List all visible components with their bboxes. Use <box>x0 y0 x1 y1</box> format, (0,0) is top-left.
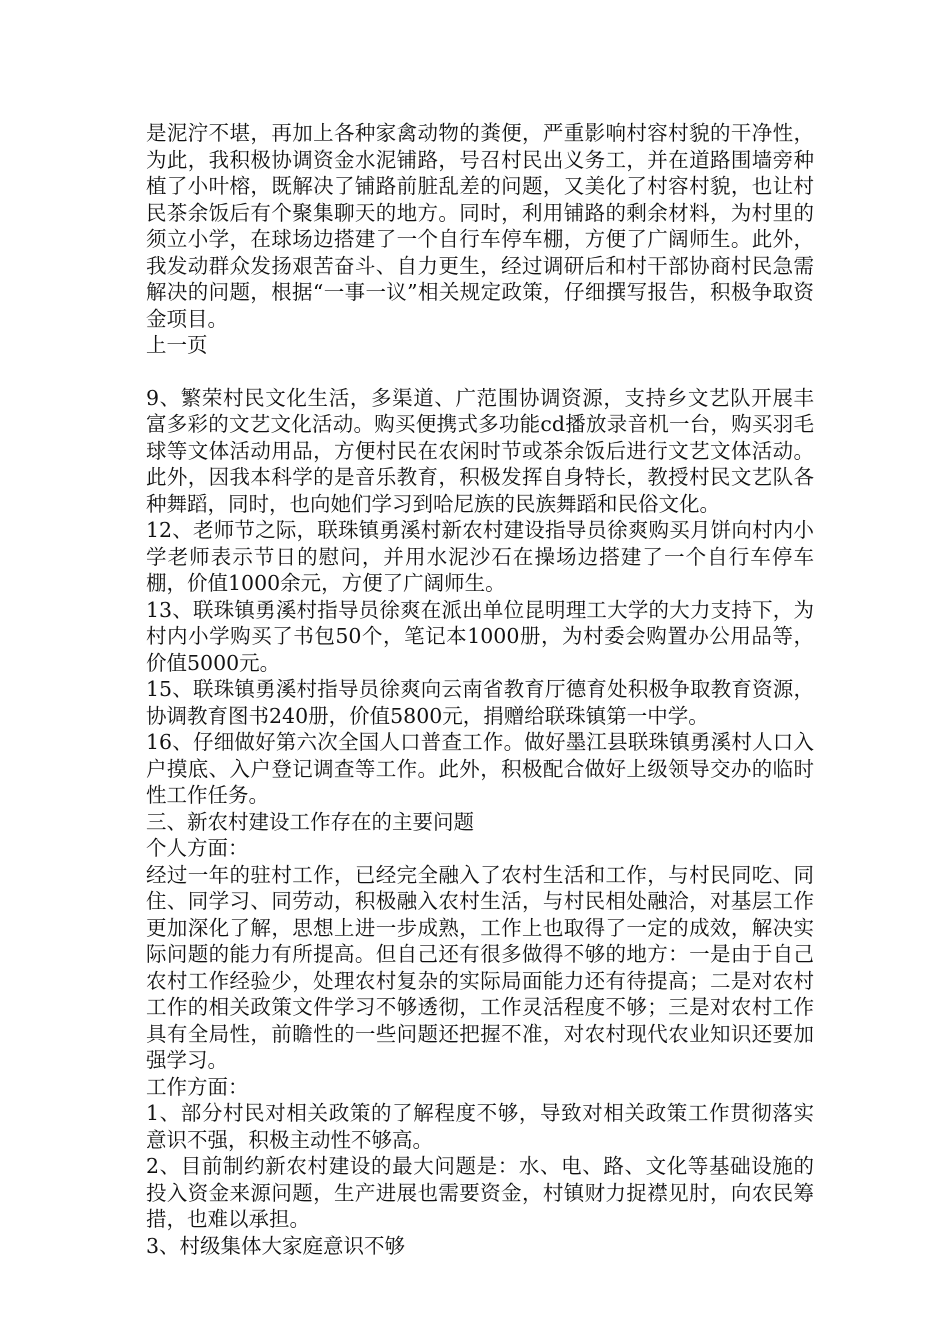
body-paragraph: 9、繁荣村民文化生活，多渠道、广范围协调资源，支持乡文艺队开展丰富多彩的文艺文化活动。购买便携式多功能cd播放录音机一台，购买羽毛球等文体活动用品，方便村民在农闲时节或茶余饭后进行文艺文体活动。此外，因我本科学的是音乐教育，积极发挥自身特长，教授村民文艺队各种舞蹈，同时，也向她们学习到哈尼族的民族舞蹈和民俗文化。 <box>146 385 814 516</box>
body-paragraph: 16、仔细做好第六次全国人口普查工作。做好墨江县联珠镇勇溪村人口入户摸底、入户登记调查等工作。此外，积极配合做好上级领导交办的临时性工作任务。 <box>146 730 814 807</box>
subsection-heading: 工作方面： <box>146 1074 249 1099</box>
body-paragraph: 是泥泞不堪，再加上各种家禽动物的粪便，严重影响村容村貌的干净性，为此，我积极协调资金水泥铺路，号召村民出义务工，并在道路围墙旁种植了小叶榕，既解决了铺路前脏乱差的问题，又美化了村容村貌，也让村民茶余饭后有个聚集聊天的地方。同时，利用铺路的剩余材料，为村里的须立小学，在球场边搭建了一个自行车停车棚，方便了广阔师生。此外，我发动群众发扬艰苦奋斗、自力更生，经过调研后和村干部协商村民急需解决的问题，根据“一事一议”相关规定政策，仔细撰写报告，积极争取资金项目。 <box>146 121 814 331</box>
body-paragraph: 经过一年的驻村工作，已经完全融入了农村生活和工作，与村民同吃、同住、同学习、同劳动，积极融入农村生活，与村民相处融洽，对基层工作更加深化了解，思想上进一步成熟，工作上也取得了一定的成效，解决实际问题的能力有所提高。但自己还有很多做得不够的地方：一是由于自己农村工作经验少，处理农村复杂的实际局面能力还有待提高；二是对农村工作的相关政策文件学习不够透彻，工作灵活程度不够；三是对农村工作具有全局性，前瞻性的一些问题还把握不准，对农村现代农业知识还要加强学习。 <box>146 862 814 1072</box>
document-body <box>146 120 814 1259</box>
section-heading: 三、新农村建设工作存在的主要问题 <box>146 809 474 834</box>
body-paragraph: 3、村级集体大家庭意识不够 <box>146 1233 406 1258</box>
prev-page-link[interactable]: 上一页 <box>146 333 208 357</box>
body-paragraph: 12、老师节之际，联珠镇勇溪村新农村建设指导员徐爽购买月饼向村内小学老师表示节日的慰问，并用水泥沙石在操场边搭建了一个自行车停车棚，价值1000余元，方便了广阔师生。 <box>146 518 814 595</box>
body-paragraph: 13、联珠镇勇溪村指导员徐爽在派出单位昆明理工大学的大力支持下，为村内小学购买了书包50个，笔记本1000册，为村委会购置办公用品等，价值5000元。 <box>146 597 814 675</box>
body-paragraph: 15、联珠镇勇溪村指导员徐爽向云南省教育厅德育处积极争取教育资源，协调教育图书240册，价值5800元，捐赠给联珠镇第一中学。 <box>146 677 814 728</box>
body-paragraph: 2、目前制约新农村建设的最大问题是：水、电、路、文化等基础设施的投入资金来源问题，生产进展也需要资金，村镇财力捉襟见肘，向农民筹措，也难以承担。 <box>146 1154 814 1231</box>
body-paragraph: 1、部分村民对相关政策的了解程度不够，导致对相关政策工作贯彻落实意识不强，积极主动性不够高。 <box>146 1101 814 1152</box>
subsection-heading: 个人方面： <box>146 836 249 860</box>
paragraph-spacer <box>146 359 814 385</box>
